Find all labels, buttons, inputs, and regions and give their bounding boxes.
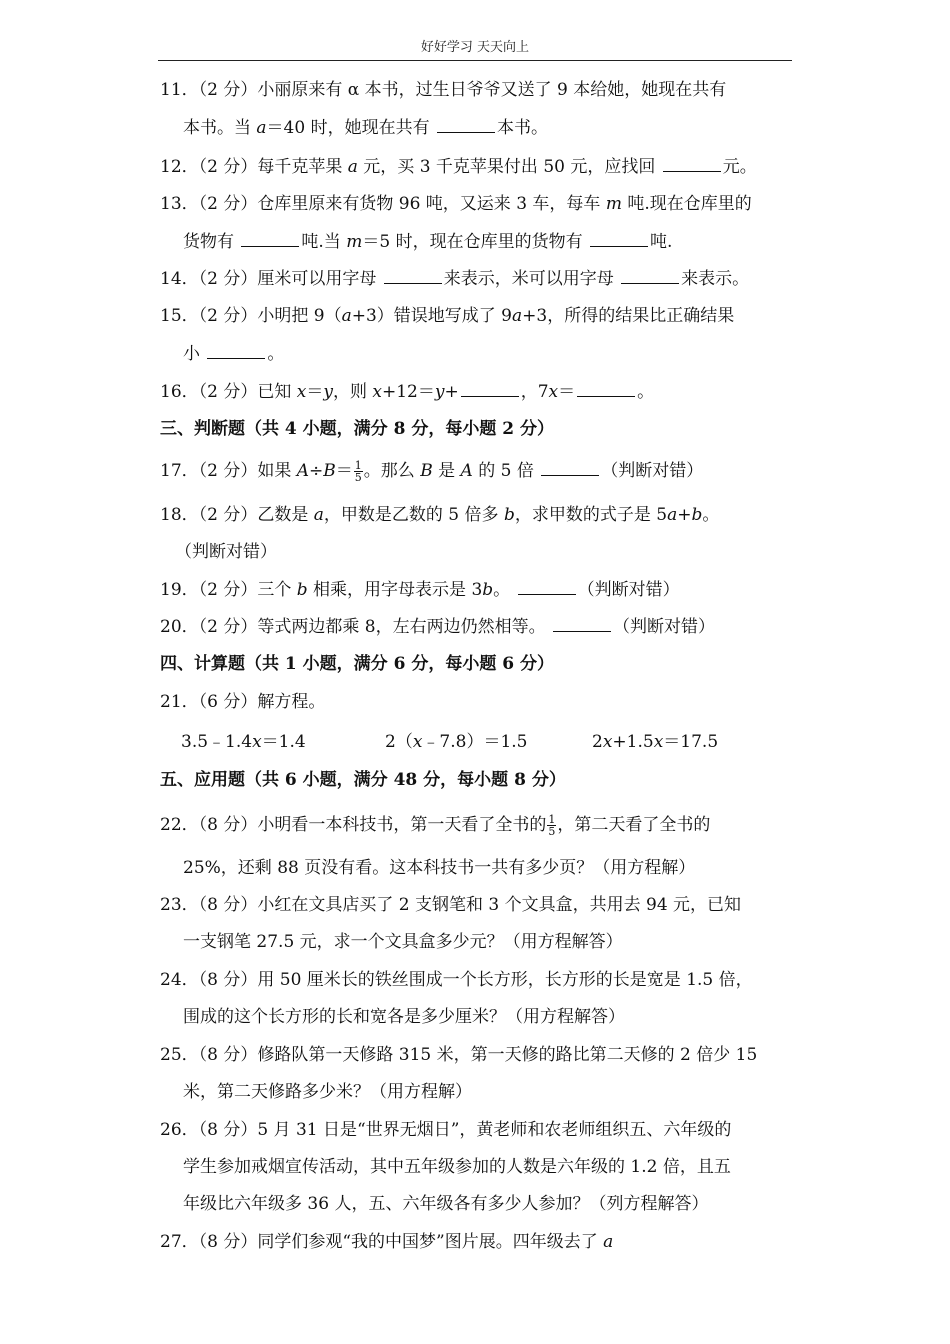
q15-line1: 15．（2 分）小明把 9（a+3）错误地写成了 9a+3，所得的结果比正确结果 <box>160 306 735 326</box>
section-4-heading: 四、计算题（共 1 小题，满分 6 分，每小题 6 分） <box>160 654 554 674</box>
answer-blank[interactable] <box>437 116 495 133</box>
q26-line1: 26．（8 分）5 月 31 日是“世界无烟日”，黄老师和农老师组织五、六年级的 <box>160 1120 732 1140</box>
q18-line1: 18．（2 分）乙数是 a，甲数是乙数的 5 倍多 b，求甲数的式子是 5a+b。 <box>160 505 720 525</box>
q19-line: 19．（2 分）三个 b 相乘，用字母表示是 3b。 （判断对错） <box>160 580 680 600</box>
q16-line: 16．（2 分）已知 x＝y，则 x+12＝y+ ，7x＝ 。 <box>160 382 655 402</box>
answer-blank[interactable] <box>207 342 265 359</box>
q13-line2: 货物有 吨.当 m＝5 时，现在仓库里的货物有 吨. <box>183 232 673 252</box>
q13-line1: 13．（2 分）仓库里原来有货物 96 吨，又运来 3 车，每车 m 吨.现在仓库里的 <box>160 194 752 214</box>
answer-blank[interactable] <box>553 615 611 632</box>
answer-blank[interactable] <box>541 459 599 476</box>
q22-line1: 22．（8 分）小明看一本科技书，第一天看了全书的 $\frac{1}{5}$ ，第二天看了全书的 <box>160 813 711 838</box>
q17-line: 17．（2 分）如果 A÷B＝ $\frac{1}{5}$ 。那么 B 是 A 的 5 倍 （判断对错） <box>160 459 704 484</box>
q18-line2: （判断对错） <box>175 542 277 562</box>
q25-line1: 25．（8 分）修路队第一天修路 315 米，第一天修的路比第二天修的 2 倍少 15 <box>160 1045 758 1065</box>
q23-line2: 一支钢笔 27.5 元，求一个文具盒多少元？（用方程解答） <box>183 932 623 952</box>
q21-line: 21．（6 分）解方程。 <box>160 692 326 712</box>
q11-line2: 本书。当 a＝40 时，她现在共有 本书。 <box>183 118 548 138</box>
q24-line2: 围成的这个长方形的长和宽各是多少厘米？（用方程解答） <box>183 1007 625 1027</box>
q26-line3: 年级比六年级多 36 人，五、六年级各有多少人参加？（列方程解答） <box>183 1194 709 1214</box>
q23-line1: 23．（8 分）小红在文具店买了 2 支钢笔和 3 个文具盒，共用去 94 元，已知 <box>160 895 742 915</box>
equation-3: 2x+1.5x＝17.5 <box>592 732 719 752</box>
q20-line: 20．（2 分）等式两边都乘 8，左右两边仍然相等。 （判断对错） <box>160 617 715 637</box>
fraction: $\frac{1}{5}$ <box>548 813 556 838</box>
section-3-heading: 三、判断题（共 4 小题，满分 8 分，每小题 2 分） <box>160 419 554 439</box>
answer-blank[interactable] <box>621 267 679 284</box>
q12-line: 12．（2 分）每千克苹果 a 元，买 3 千克苹果付出 50 元，应找回 元。 <box>160 157 757 177</box>
answer-blank[interactable] <box>518 578 576 595</box>
q22-line2: 25%，还剩 88 页没有看。这本科技书一共有多少页？（用方程解） <box>183 858 696 878</box>
q15-line2: 小 。 <box>183 344 285 364</box>
section-5-heading: 五、应用题（共 6 小题，满分 48 分，每小题 8 分） <box>160 770 566 790</box>
q27-line: 27．（8 分）同学们参观“我的中国梦”图片展。四年级去了 a <box>160 1232 614 1252</box>
fraction: $\frac{1}{5}$ <box>354 459 362 484</box>
q24-line1: 24．（8 分）用 50 厘米长的铁丝围成一个长方形，长方形的长是宽是 1.5 倍， <box>160 970 753 990</box>
q25-line2: 米，第二天修路多少米？（用方程解） <box>183 1082 472 1102</box>
page-header: 好好学习 天天向上 <box>420 40 530 55</box>
answer-blank[interactable] <box>461 380 519 397</box>
q26-line2: 学生参加戒烟宣传活动，其中五年级参加的人数是六年级的 1.2 倍，且五 <box>183 1157 731 1177</box>
answer-blank[interactable] <box>590 230 648 247</box>
q11-line1: 11．（2 分）小丽原来有 α 本书，过生日爷爷又送了 9 本给她，她现在共有 <box>160 80 727 100</box>
answer-blank[interactable] <box>663 155 721 172</box>
answer-blank[interactable] <box>241 230 299 247</box>
header-rule <box>158 60 792 61</box>
answer-blank[interactable] <box>384 267 442 284</box>
equation-2: 2（x﹣7.8）＝1.5 <box>385 732 528 752</box>
equation-1: 3.5﹣1.4x＝1.4 <box>181 732 306 752</box>
answer-blank[interactable] <box>577 380 635 397</box>
q14-line: 14．（2 分）厘米可以用字母 来表示，米可以用字母 来表示。 <box>160 269 750 289</box>
